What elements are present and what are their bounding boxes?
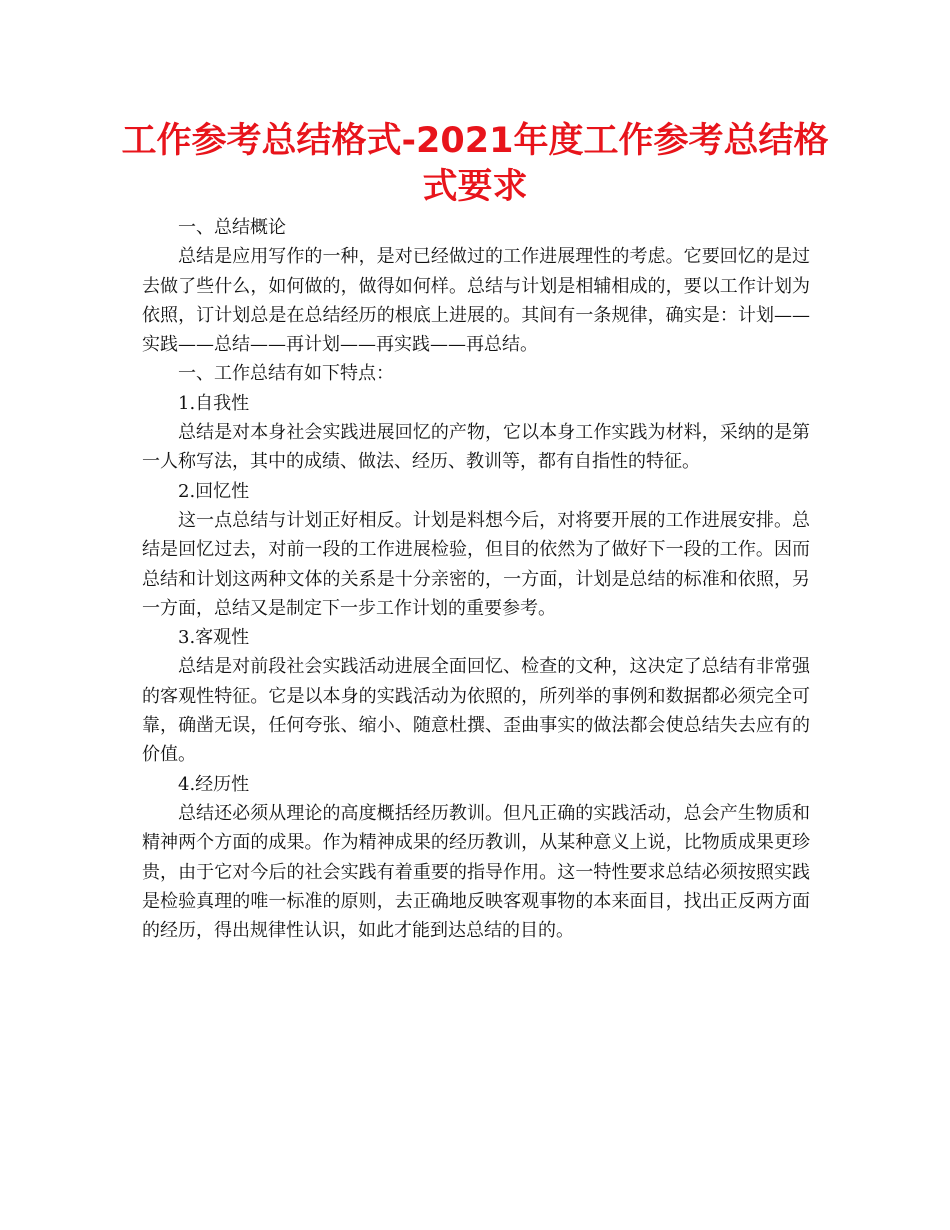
- paragraph: 这一点总结与计划正好相反。计划是料想今后，对将要开展的工作进展安排。总结是回忆过去，对前一段的工作进展检验，但目的依然为了做好下一段的工作。因而总结和计划这两种文体的关系是十分亲密的，一方面，计划是总结的标准和依照，另一方面，总结又是制定下一步工作计划的重要参考。: [142, 509, 810, 619]
- paragraph: 总结是对前段社会实践活动进展全面回忆、检查的文种，这决定了总结有非常强的客观性特征。它是以本身的实践活动为依照的，所列举的事例和数据都必须完全可靠，确凿无误，任何夸张、缩小、随意杜撰、歪曲事实的做法都会使总结失去应有的价值。: [142, 656, 810, 766]
- paragraph: 总结是应用写作的一种，是对已经做过的工作进展理性的考虑。它要回忆的是过去做了些什么，如何做的，做得如何样。总结与计划是相辅相成的，要以工作计划为依照，订计划总是在总结经历的根底上进展的。其间有一条规律，确实是：计划——实践——总结——再计划——再实践——再总结。: [142, 246, 810, 356]
- paragraph: 总结是对本身社会实践进展回忆的产物，它以本身工作实践为材料，采纳的是第一人称写法，其中的成绩、做法、经历、教训等，都有自指性的特征。: [142, 422, 810, 473]
- paragraph: 一、工作总结有如下特点：: [178, 363, 394, 385]
- paragraph: 2.回忆性: [178, 480, 250, 502]
- paragraph: 一、总结概论: [178, 217, 286, 238]
- document-title: 工作参考总结格式-2021年度工作参考总结格式要求: [121, 121, 829, 207]
- paragraph: 3.客观性: [178, 627, 250, 649]
- paragraph: 总结还必须从理论的高度概括经历教训。但凡正确的实践活动，总会产生物质和精神两个方面的成果。作为精神成果的经历教训，从某种意义上说，比物质成果更珍贵，由于它对今后的社会实践有着重要的指导作用。这一特性要求总结必须按照实践是检验真理的唯一标准的原则，去正确地反映客观事物的本来面目，找出正反两方面的经历，得出规律性认识，如此才能到达总结的目的。: [142, 802, 810, 942]
- paragraph: 1.自我性: [178, 392, 250, 414]
- document-body: [142, 213, 810, 945]
- paragraph: 4.经历性: [178, 773, 250, 795]
